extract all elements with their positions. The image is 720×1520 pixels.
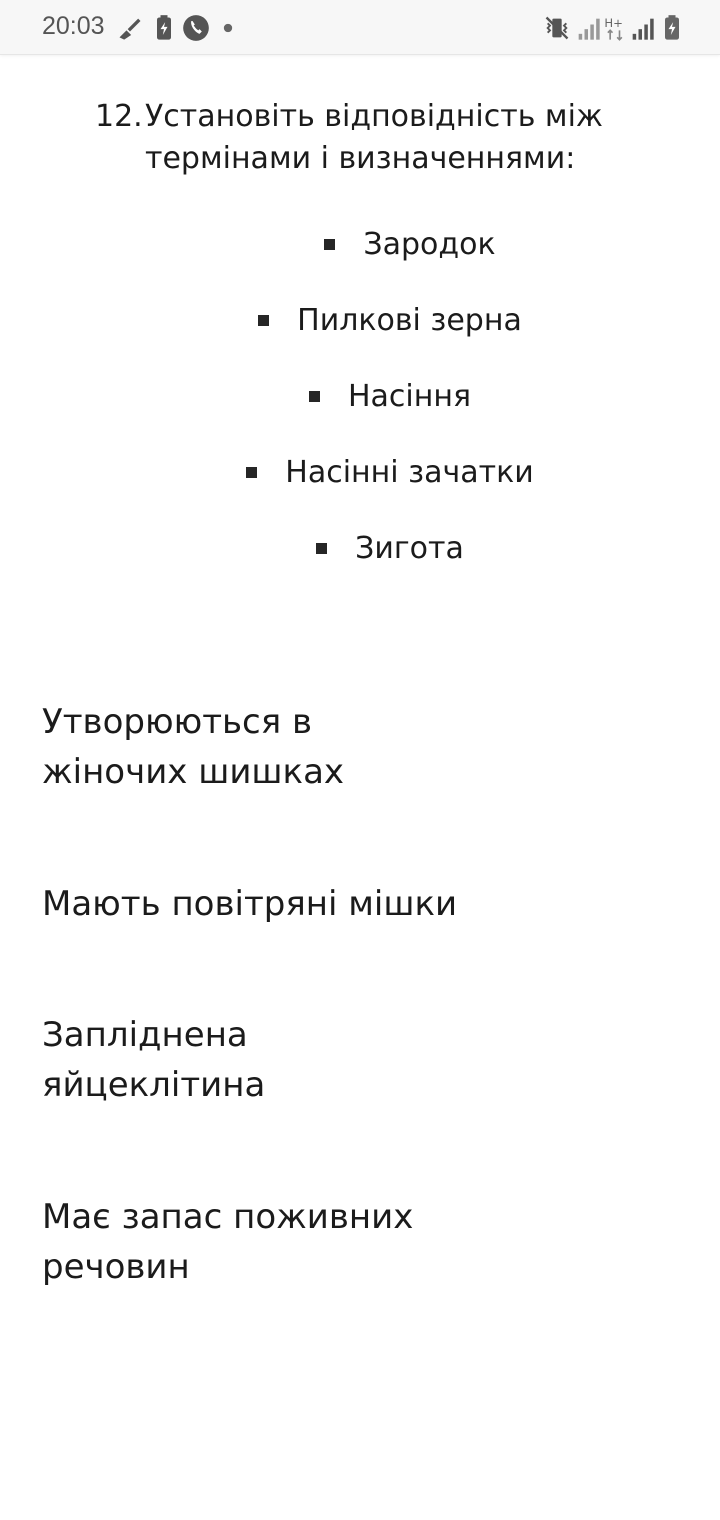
bullet-icon	[258, 315, 269, 326]
list-item	[0, 300, 720, 340]
bullet-icon	[309, 391, 320, 402]
svg-text:H+: H+	[604, 15, 623, 30]
bullet-icon	[246, 467, 257, 478]
bullet-icon	[316, 543, 327, 554]
status-time: 20:03	[42, 12, 105, 40]
list-item	[0, 376, 720, 416]
term-label: Пилкові зерна	[297, 302, 522, 338]
bullet-icon	[324, 239, 335, 250]
list-item	[0, 224, 720, 264]
definition-item: Запліднена яйцеклітина	[42, 1015, 266, 1105]
definition-item: Утворюються в жіночих шишках	[42, 702, 345, 792]
list-item	[0, 452, 720, 492]
term-label: Насінні зачатки	[285, 454, 534, 490]
term-label: Зародок	[363, 226, 496, 262]
definition-item: Мають повітряні мішки	[42, 884, 458, 924]
question-text: Установіть відповідність між термінами і визначеннями:	[145, 99, 603, 176]
list-item	[0, 528, 720, 568]
term-label: Зигота	[355, 530, 464, 566]
question-number: 12.	[95, 99, 143, 134]
definition-item: Має запас поживних речовин	[42, 1197, 414, 1287]
term-label: Насіння	[347, 378, 472, 414]
